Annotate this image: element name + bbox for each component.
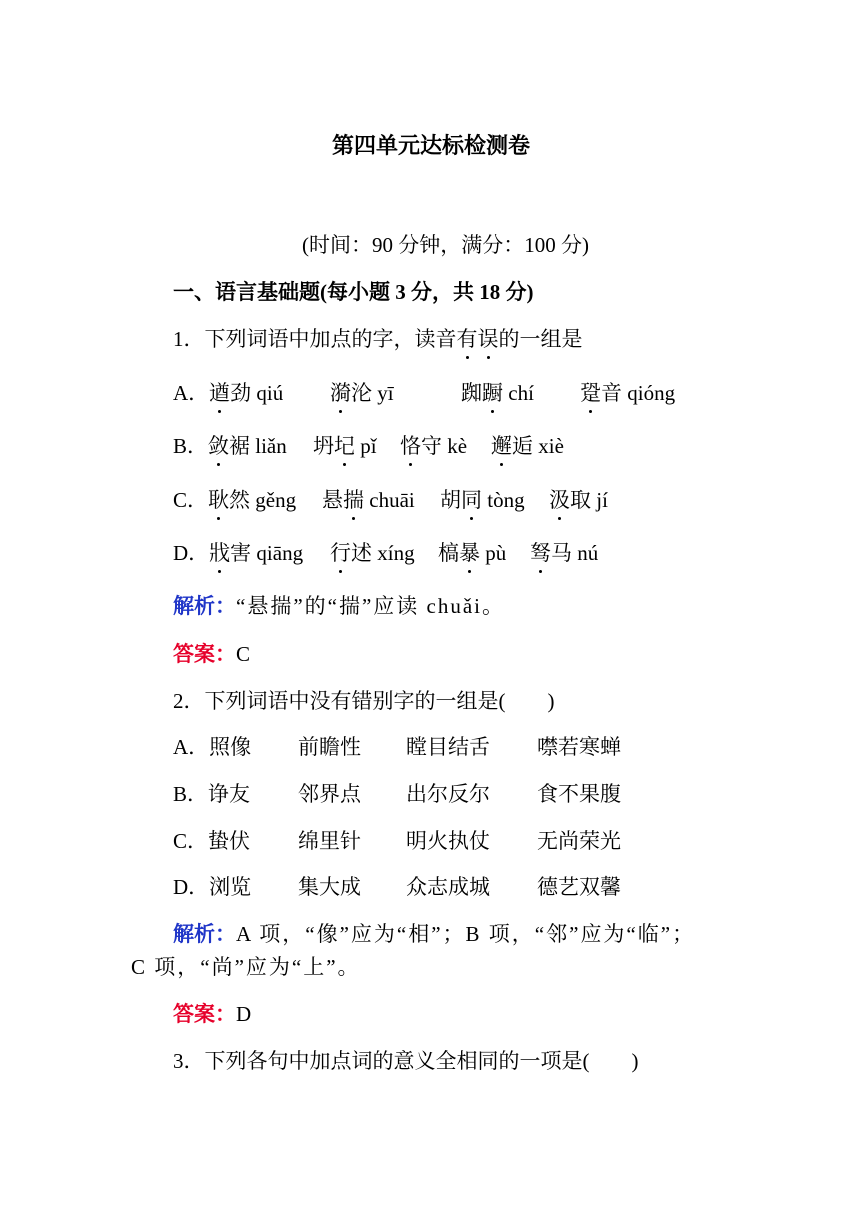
q2-analysis: 解析：A 项，“像”应为“相”；B 项，“邻”应为“临”；: [173, 922, 696, 946]
q2-option-b-4: 食不果腹: [537, 782, 621, 806]
q1-option-a: A．遒劲 qiú: [173, 381, 284, 405]
q2-answer: 答案：D: [173, 1002, 252, 1026]
q2-option-a-4: 噤若寒蝉: [537, 735, 621, 759]
q2-option-c-1: C．蛰伏: [173, 829, 251, 853]
q2-option-b-2: 邻界点: [298, 782, 361, 806]
q1-option-d-item-3: 槁暴 pù: [438, 541, 507, 565]
q2-option-d-1: D．浏览: [173, 875, 252, 899]
answer-label: 答案：: [173, 1002, 236, 1026]
answer-label: 答案：: [173, 642, 236, 666]
q1-option-c: C．耿然 gěng: [173, 488, 297, 512]
q2-option-b-1: B．诤友: [173, 782, 251, 806]
q1-option-c-item-3: 胡同 tòng: [440, 488, 525, 512]
q2-option-c-4: 无尚荣光: [537, 829, 621, 853]
q2-option-d-3: 众志成城: [406, 875, 490, 899]
q1-option-c-item-2: 悬揣 chuāi: [322, 488, 415, 512]
question-2-stem: 2．下列词语中没有错别字的一组是( ): [173, 689, 555, 713]
q2-option-c-2: 绵里针: [298, 829, 361, 853]
q2-option-c-3: 明火执仗: [406, 829, 490, 853]
page-title: 第四单元达标检测卷: [332, 133, 531, 158]
q1-option-b-item-2: 坍圮 pǐ: [313, 434, 377, 458]
analysis-label: 解析：: [173, 922, 236, 946]
q1-analysis: 解析：“悬揣”的“揣”应读 chuǎi。: [173, 594, 506, 618]
question-1-stem: 1．下列词语中加点的字，读音有误的一组是: [173, 327, 583, 351]
question-3-stem: 3．下列各句中加点词的意义全相同的一项是( ): [173, 1049, 639, 1073]
q2-option-d-4: 德艺双馨: [537, 875, 621, 899]
q1-answer: 答案：C: [173, 642, 251, 666]
q1-option-b-item-3: 恪守 kè: [400, 434, 468, 458]
q1-option-d: D．戕害 qiāng: [173, 541, 304, 565]
q1-option-d-item-4: 驽马 nú: [530, 541, 599, 565]
q2-option-d-2: 集大成: [298, 875, 361, 899]
q2-analysis-continued: C 项，“尚”应为“上”。: [131, 955, 361, 979]
q2-option-a-3: 瞠目结舌: [406, 735, 490, 759]
analysis-label: 解析：: [173, 594, 236, 618]
q1-option-b: B．敛裾 liǎn: [173, 434, 287, 458]
q1-option-c-item-4: 汲取 jí: [549, 488, 608, 512]
q2-option-b-3: 出尔反尔: [406, 782, 490, 806]
q2-option-a-1: A．照像: [173, 735, 252, 759]
q1-option-d-item-2: 行述 xíng: [330, 541, 415, 565]
time-info: (时间：90 分钟，满分：100 分): [302, 233, 589, 257]
section-heading: 一、语言基础题(每小题 3 分，共 18 分): [173, 280, 534, 304]
q1-option-a-item-2: 漪沦 yī: [330, 381, 394, 405]
q2-option-a-2: 前瞻性: [298, 735, 361, 759]
q1-option-b-item-4: 邂逅 xiè: [491, 434, 564, 458]
q1-option-a-item-4: 跫音 qióng: [580, 381, 676, 405]
q1-option-a-item-3: 踟蹰 chí: [461, 381, 534, 405]
